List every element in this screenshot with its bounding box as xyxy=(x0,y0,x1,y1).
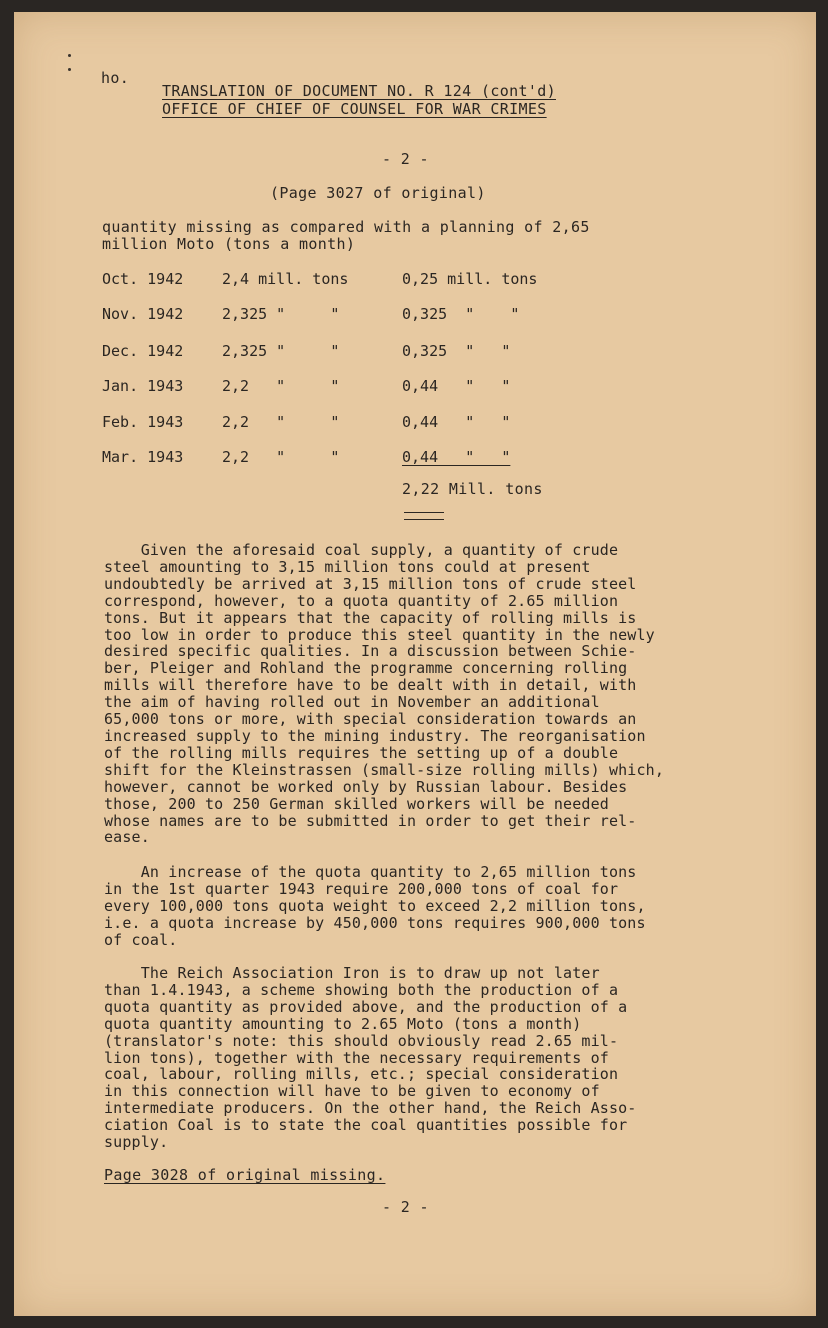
missing-cell: 0,44 " " xyxy=(402,377,511,395)
supply-cell: 2,2 " " xyxy=(222,377,340,395)
missing-cell: 0,325 " " xyxy=(402,342,511,360)
text-line: quota quantity amounting to 2.65 Moto (tons a month) xyxy=(104,1014,582,1033)
month-cell: Feb. 1943 xyxy=(102,413,184,431)
text-line: tons. But it appears that the capacity of rolling mills is xyxy=(104,608,637,627)
table-row xyxy=(102,448,582,468)
text-line: whose names are to be submitted in order to get their rel- xyxy=(104,811,637,830)
month-cell: Nov. 1942 xyxy=(102,305,184,323)
text-line: in this connection will have to be given to economy of xyxy=(104,1082,600,1101)
supply-cell: 2,2 " " xyxy=(222,413,340,431)
paragraph-reich-association xyxy=(104,965,716,1151)
text-line: in the 1st quarter 1943 require 200,000 tons of coal for xyxy=(104,879,619,898)
text-line: ber, Pleiger and Rohland the programme concerning rolling xyxy=(104,659,628,678)
supply-cell: 2,4 mill. tons xyxy=(222,270,349,288)
reference-code: ho. xyxy=(101,69,130,87)
speck-mark xyxy=(68,68,71,71)
text-line: of the rolling mills requires the setting up of a double xyxy=(104,743,619,762)
text-line: The Reich Association Iron is to draw up not later xyxy=(104,964,600,982)
table-row xyxy=(102,270,582,290)
text-line: 65,000 tons or more, with special consideration towards an xyxy=(104,710,637,729)
intro-line-1: quantity missing as compared with a planning of 2,65 xyxy=(102,218,590,236)
supply-cell: 2,2 " " xyxy=(222,448,340,466)
text-line: than 1.4.1943, a scheme showing both the production of a xyxy=(104,980,619,999)
text-line: Given the aforesaid coal supply, a quantity of crude xyxy=(104,541,619,559)
missing-page-note: Page 3028 of original missing. xyxy=(104,1166,386,1184)
table-row xyxy=(102,342,582,362)
month-cell: Oct. 1942 xyxy=(102,270,184,288)
text-line: coal, labour, rolling mills, etc.; special consideration xyxy=(104,1065,619,1084)
text-line: too low in order to produce this steel quantity in the newly xyxy=(104,625,655,644)
text-line: desired specific qualities. In a discussion between Schie- xyxy=(104,642,637,661)
month-cell: Dec. 1942 xyxy=(102,342,184,360)
total-double-rule xyxy=(404,512,444,520)
text-line: increased supply to the mining industry. The reorganisation xyxy=(104,726,646,745)
paragraph-steel-quantity xyxy=(104,542,716,846)
missing-cell: 0,25 mill. tons xyxy=(402,270,538,288)
page-number-bottom: - 2 - xyxy=(382,1198,429,1216)
month-cell: Mar. 1943 xyxy=(102,448,184,466)
page-number-top: - 2 - xyxy=(382,150,429,168)
intro-line-2: million Moto (tons a month) xyxy=(102,235,356,253)
text-line: An increase of the quota quantity to 2,65 million tons xyxy=(104,863,637,881)
document-page xyxy=(14,12,816,1316)
table-row xyxy=(102,377,582,397)
text-line: shift for the Kleinstrassen (small-size rolling mills) which, xyxy=(104,760,665,779)
text-line: supply. xyxy=(104,1133,169,1152)
original-page-reference: (Page 3027 of original) xyxy=(270,184,486,202)
text-line: undoubtedly be arrived at 3,15 million tons of crude steel xyxy=(104,574,637,593)
supply-cell: 2,325 " " xyxy=(222,342,340,360)
table-row xyxy=(102,305,582,325)
text-line: ease. xyxy=(104,828,150,847)
text-line: correspond, however, to a quota quantity of 2.65 million xyxy=(104,591,619,610)
text-line: however, cannot be worked only by Russian labour. Besides xyxy=(104,777,628,796)
paragraph-quota-increase xyxy=(104,864,716,949)
text-line: (translator's note: this should obviously read 2.65 mil- xyxy=(104,1031,619,1050)
speck-mark xyxy=(68,54,71,57)
text-line: the aim of having rolled out in November an additional xyxy=(104,693,600,712)
missing-cell: 0,44 " " xyxy=(402,413,511,431)
missing-cell: 0,44 " " xyxy=(402,448,511,466)
text-line: lion tons), together with the necessary requirements of xyxy=(104,1048,609,1067)
supply-cell: 2,325 " " xyxy=(222,305,340,323)
text-line: steel amounting to 3,15 million tons could at present xyxy=(104,557,591,576)
text-line: every 100,000 tons quota weight to exceed 2,2 million tons, xyxy=(104,896,646,915)
text-line: i.e. a quota increase by 450,000 tons requires 900,000 tons xyxy=(104,913,646,932)
text-line: those, 200 to 250 German skilled workers will be needed xyxy=(104,794,609,813)
text-line: mills will therefore have to be dealt with in detail, with xyxy=(104,676,637,695)
text-line: quota quantity as provided above, and the production of a xyxy=(104,997,628,1016)
table-total: 2,22 Mill. tons xyxy=(402,480,543,498)
text-line: intermediate producers. On the other hand, the Reich Asso- xyxy=(104,1099,637,1118)
table-row xyxy=(102,413,582,433)
text-line: ciation Coal is to state the coal quantities possible for xyxy=(104,1116,628,1135)
month-cell: Jan. 1943 xyxy=(102,377,184,395)
missing-cell: 0,325 " " xyxy=(402,305,520,323)
text-line: of coal. xyxy=(104,930,178,949)
document-title: TRANSLATION OF DOCUMENT NO. R 124 (cont'd) xyxy=(162,82,556,100)
office-title: OFFICE OF CHIEF OF COUNSEL FOR WAR CRIMES xyxy=(162,100,547,118)
